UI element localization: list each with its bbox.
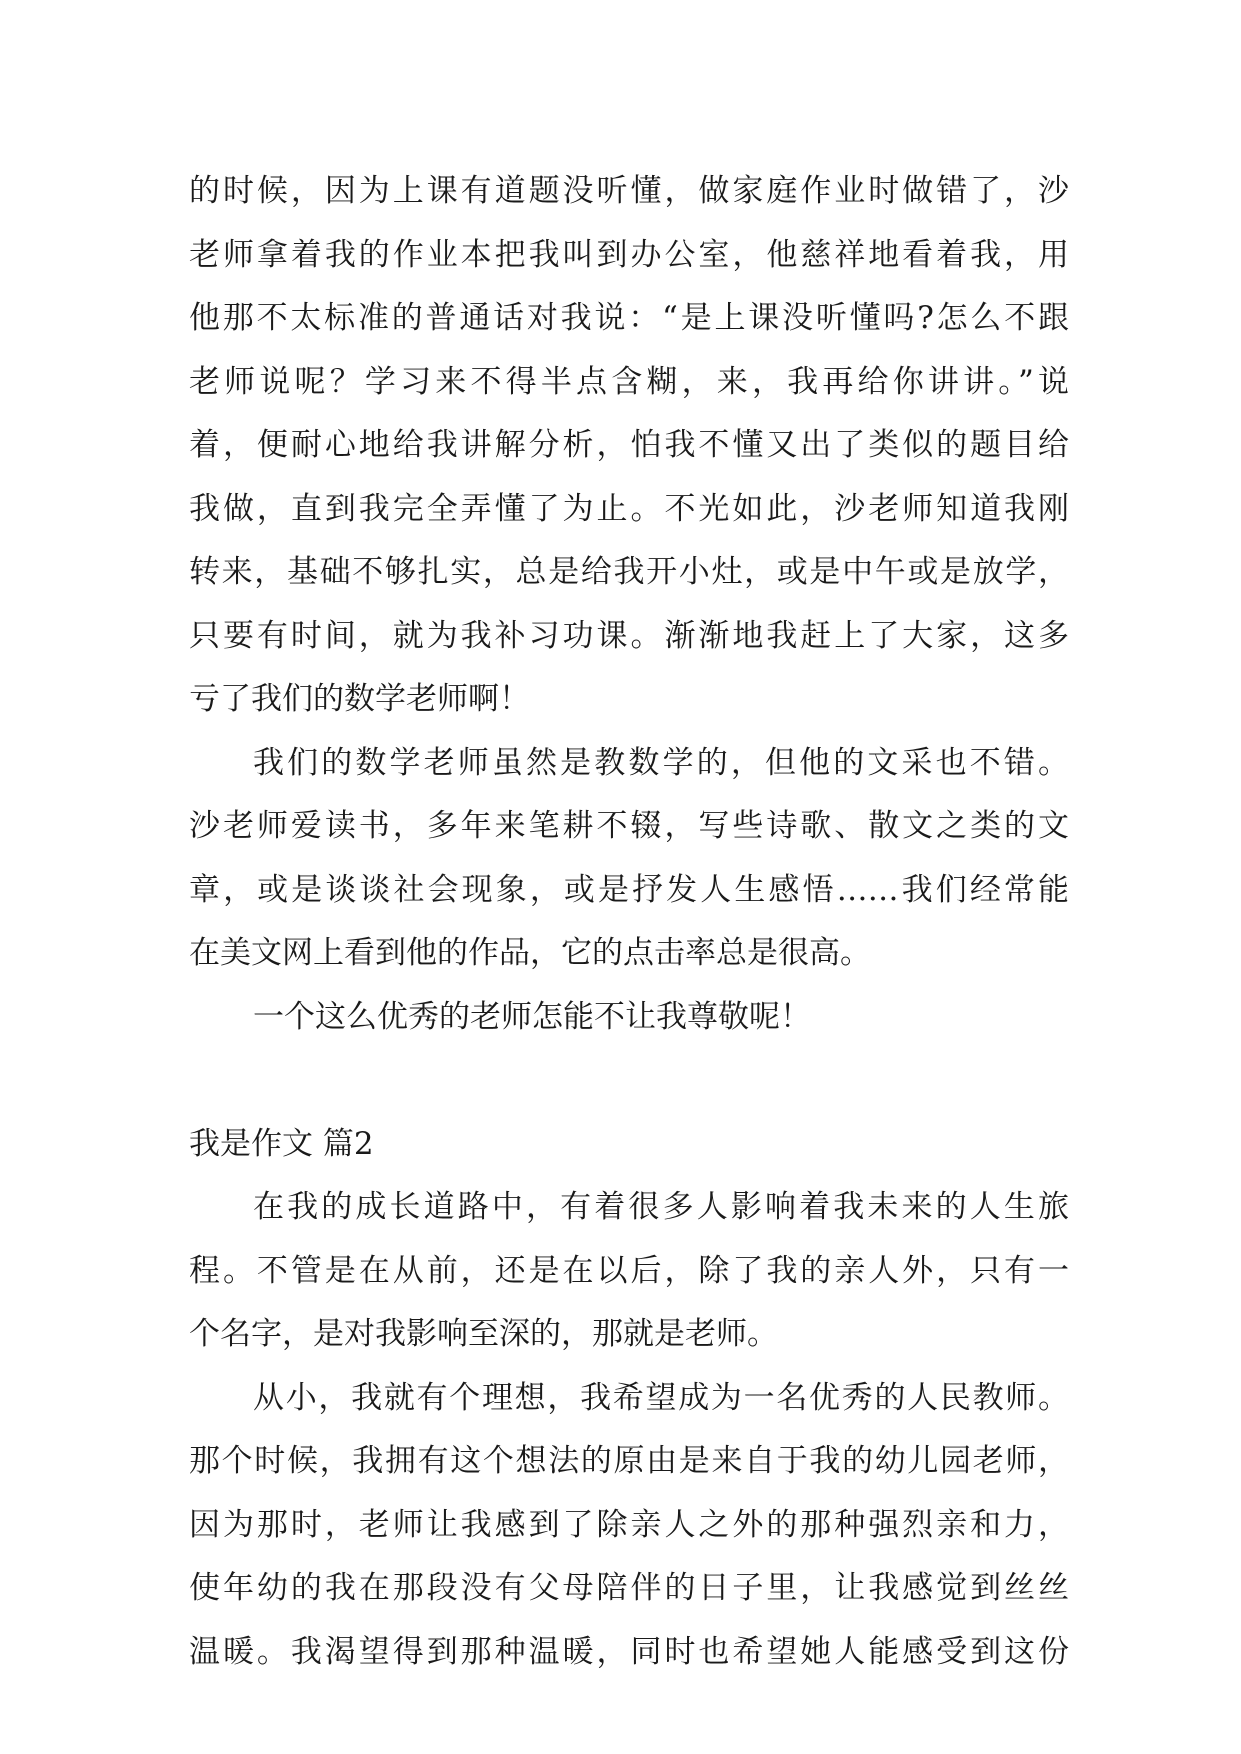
paragraph-first-line: 我们的数学老师虽然是教数学的，但他的文采也不错。 — [253, 744, 1069, 781]
text-line: 程。不管是在从前，还是在以后，除了我的亲人外，只有一 — [189, 1252, 1069, 1289]
text-line: 转来，基础不够扎实，总是给我开小灶，或是中午或是放学， — [189, 554, 1069, 590]
text-line: 老师拿着我的作业本把我叫到办公室，他慈祥地看着我，用 — [189, 236, 1069, 273]
text-line: 因为那时，老师让我感到了除亲人之外的那种强烈亲和力， — [189, 1506, 1069, 1543]
text-line: 使年幼的我在那段没有父母陪伴的日子里，让我感觉到丝丝 — [189, 1570, 1069, 1606]
document-body — [189, 160, 1069, 1684]
text-line: 温暖。我渴望得到那种温暖，同时也希望她人能感受到这份 — [189, 1633, 1069, 1670]
text-line: 我做，直到我完全弄懂了为止。不光如此，沙老师知道我刚 — [189, 490, 1069, 527]
text-line: 他那不太标准的普通话对我说：“是上课没听懂吗?怎么不跟 — [189, 300, 1069, 336]
text-line: 老师说呢？学习来不得半点含糊，来，我再给你讲讲。”说 — [189, 363, 1069, 400]
text-line: 亏了我们的数学老师啊！ — [189, 681, 530, 717]
section-heading: 我是作文 篇2 — [189, 1125, 374, 1162]
text-line: 的时候，因为上课有道题没听懂，做家庭作业时做错了，沙 — [189, 173, 1069, 209]
text-line: 在美文网上看到他的作品，它的点击率总是很高。 — [189, 935, 871, 971]
section-gap — [189, 1049, 1069, 1113]
text-line: 沙老师爱读书，多年来笔耕不辍，写些诗歌、散文之类的文 — [189, 808, 1069, 844]
text-line: 章，或是谈谈社会现象，或是抒发人生感悟……我们经常能 — [189, 871, 1069, 908]
text-line: 只要有时间，就为我补习功课。渐渐地我赶上了大家，这多 — [189, 617, 1069, 654]
text-line: 个名字，是对我影响至深的，那就是老师。 — [189, 1316, 778, 1352]
paragraph-first-line: 在我的成长道路中，有着很多人影响着我未来的人生旅 — [253, 1189, 1069, 1225]
paragraph-first-line: 一个这么优秀的老师怎能不让我尊敬呢！ — [253, 998, 811, 1035]
text-line: 着，便耐心地给我讲解分析，怕我不懂又出了类似的题目给 — [189, 427, 1069, 463]
text-line: 那个时候，我拥有这个想法的原由是来自于我的幼儿园老师， — [189, 1443, 1069, 1479]
paragraph-first-line: 从小，我就有个理想，我希望成为一名优秀的人民教师。 — [253, 1379, 1069, 1416]
